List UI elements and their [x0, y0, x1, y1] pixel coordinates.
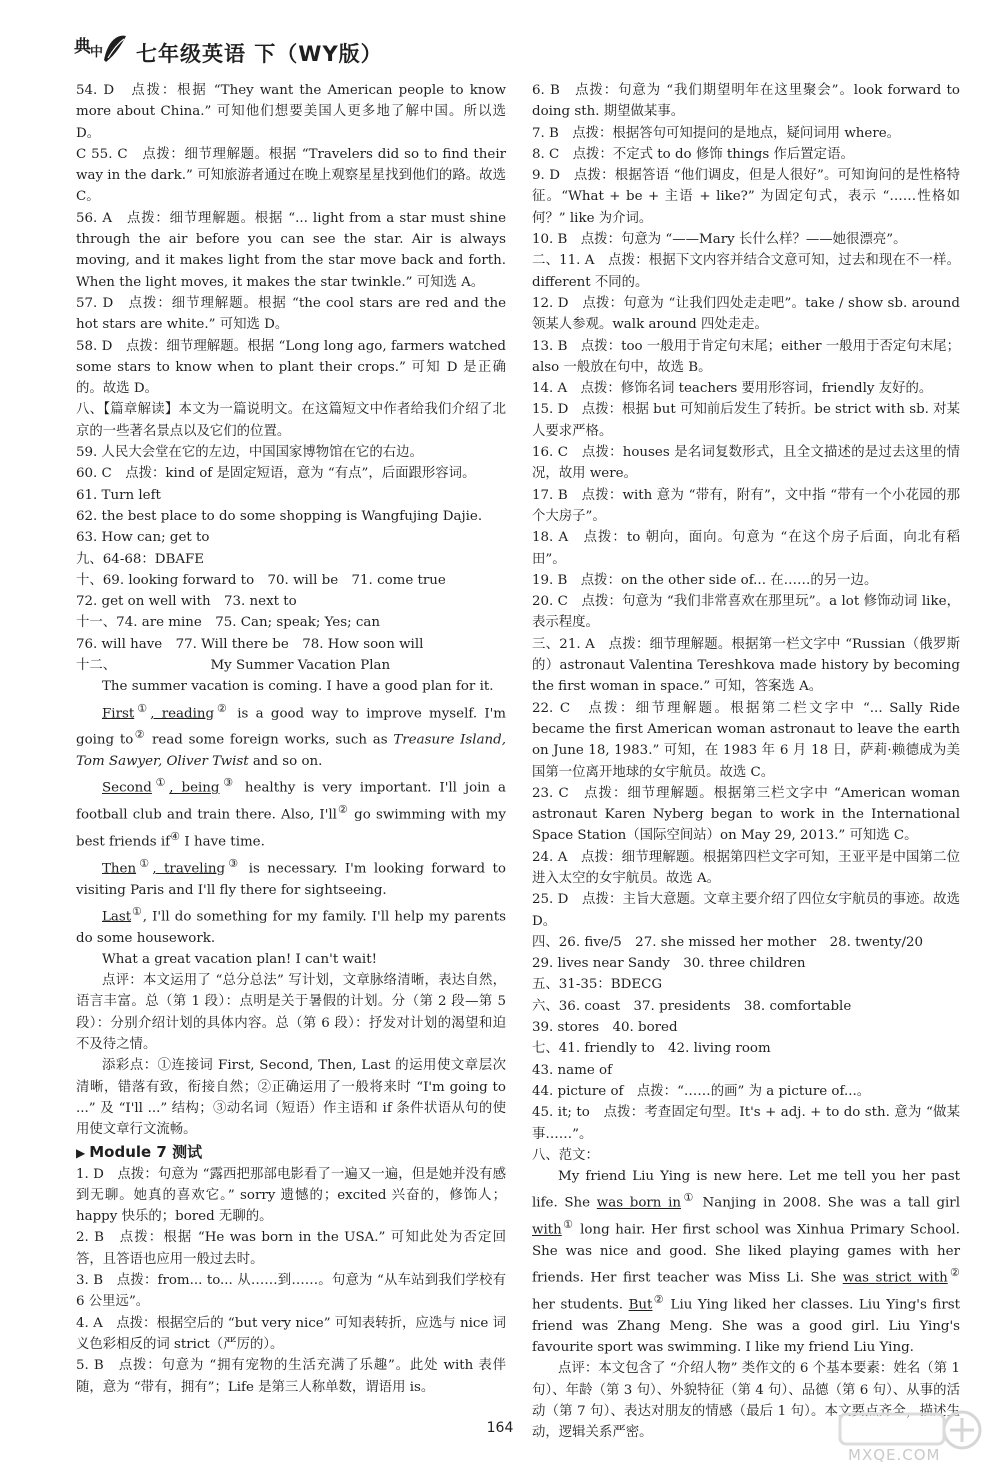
- answer-m7-7: 7. B 点拨：根据答句可知提问的是地点，疑问词用 where。: [532, 125, 901, 141]
- module-7-title: Module 7 测试: [89, 1142, 203, 1161]
- model-essay-label: 八、范文：: [532, 1147, 599, 1163]
- answer-m7-24: 24. A 点拨：细节理解题。根据第四栏文字可知，王亚平是中国第二位进入太空的女宇航员。故选 A。: [532, 849, 960, 886]
- essay-comment: 点评：本文运用了 “总分总法” 写计划，文章脉络清晰，表达自然，语言丰富。总（第 1 段）：点明是关于暑假的计划。分（第 2 段—第 5 段）：分别介绍计划的具体内容。总（第 6 段）：抒发对计划的渴望和迫不及待之情。: [76, 973, 506, 1053]
- answer-m7-20: 20. C 点拨：句意为 “我们非常喜欢在那里玩”。a lot 修饰动词 like，表示程度。: [532, 594, 960, 631]
- essay-p2-text-b: read some foreign works, such as: [146, 732, 394, 748]
- answer-m7-18: 18. A 点拨：to 朝向，面向。句意为 “在这个房子后面，向北有稻田”。: [532, 530, 960, 567]
- phrase-was-born-in: was born in: [596, 1195, 682, 1211]
- triangle-icon: ▶: [76, 1145, 86, 1160]
- watermark-text: MXQE.COM: [848, 1446, 941, 1464]
- marker-1: ①: [561, 1218, 575, 1232]
- marker-1: ①: [681, 1191, 696, 1205]
- answer-m7-3: 3. B 点拨：from... to... 从……到……。句意为 “从车站到我们学校有 6 公里远”。: [76, 1273, 506, 1310]
- answer-59: 59. 人民大会堂在它的左边，中国国家博物馆在它的右边。: [76, 445, 423, 461]
- phrase-reading: , reading: [150, 706, 215, 722]
- phrase-first: First: [102, 706, 135, 722]
- answer-m7-15: 15. D 点拨：根据 but 可知前后发生了转折。be strict with sb. 对某人要求严格。: [532, 402, 960, 439]
- model-essay-text-c: long hair. Her first school was Xinhua Primary School. She was nice and good. She liked playing games with her friends. Her first teacher was Miss Li. She: [532, 1222, 960, 1286]
- answer-54: 54. D 点拨：根据 “They want the American people to know more about China.” 可知他们想要美国人更多地了解中国。所以选 D。: [76, 83, 506, 141]
- answer-m7-41-42: 七、41. friendly to 42. living room: [532, 1041, 771, 1057]
- section-12-label: 十二、: [76, 658, 117, 674]
- answer-m7-12: 12. D 点拨：句意为 “让我们四处走走吧”。take / show sb. around 领某人参观。walk around 四处走走。: [532, 295, 960, 333]
- left-column: [76, 80, 506, 1398]
- answer-m7-44: 44. picture of 点拨：“……的画” 为 a picture of...。: [532, 1083, 871, 1099]
- model-essay-text-b: Nanjing in 2008. She was a tall girl: [695, 1195, 960, 1211]
- answer-76-78: 76. will have 77. Will there be 78. How soon will: [76, 636, 424, 652]
- essay-title: My Summer Vacation Plan: [210, 658, 391, 674]
- essay-paragraph-4: [76, 853, 506, 901]
- phrase-but: But: [628, 1297, 653, 1313]
- answer-m7-36-38: 六、36. coast 37. presidents 38. comfortable: [532, 998, 852, 1014]
- section-12-heading: [76, 655, 506, 676]
- marker-4: ④: [170, 829, 181, 843]
- answer-m7-4: 4. A 点拨：根据空后的 “but very nice” 可知表转折，应选与 nice 词义色彩相反的词 strict（严厉的）。: [76, 1315, 506, 1352]
- answer-m7-8: 8. C 点拨：不定式 to do 修饰 things 作后置定语。: [532, 146, 854, 162]
- answer-63: 63. How can; get to: [76, 530, 210, 546]
- answer-m7-2: 2. B 点拨：根据 “He was born in the USA.” 可知此处为否定回答，且答语也应用一般过去时。: [76, 1230, 506, 1267]
- answer-64-68: 九、64-68：DBAFE: [76, 551, 205, 567]
- phrase-traveling: , traveling: [152, 861, 226, 877]
- essay-p2-end: and so on.: [248, 754, 323, 770]
- answer-m7-26-28: 四、26. five/5 27. she missed her mother 28. twenty/20: [532, 934, 924, 950]
- marker-2: ②: [336, 803, 349, 817]
- module-7-heading: [76, 1141, 506, 1164]
- answer-m7-13: 13. B 点拨：too 一般用于肯定句末尾；either 一般用于否定句末尾；also 一般放在句中，故选 B。: [532, 338, 960, 375]
- book-logo-icon: [74, 32, 132, 64]
- answer-60: 60. C 点拨：kind of 是固定短语，意为 “有点”，后面跟形容词。: [76, 466, 476, 482]
- essay-p2-text: is a good way to improve myself. I'm going to: [76, 706, 506, 748]
- answer-56: 56. A 点拨：细节理解题。根据 “... light from a star must shine through the air before you can see the star. Air is always moving, and it makes light from the star move back and forth. When the light moves, it makes the star twinkle.” 可知选 A。: [76, 210, 506, 290]
- phrase-last: Last: [102, 909, 132, 925]
- answer-m7-16: 16. C 点拨：houses 是名词复数形式，且全文描述的是过去这里的情况，故用 were。: [532, 445, 960, 482]
- phrase-being: , being: [169, 780, 220, 796]
- marker-1: ①: [151, 776, 170, 790]
- answer-m7-31-35: 五、31-35：BDECG: [532, 977, 663, 993]
- marker-1: ①: [131, 904, 143, 918]
- answer-m7-43: 43. name of: [532, 1062, 613, 1078]
- essay-paragraph-2: [76, 698, 506, 773]
- answer-m7-1: 1. D 点拨：句意为 “露西把那部电影看了一遍又一遍，但是她并没有感到无聊。她真的喜欢它。” sorry 遗憾的；excited 兴奋的，修饰人；happy 快乐的；bored 无聊的。: [76, 1166, 506, 1225]
- answer-m7-11: 二、11. A 点拨：根据下文内容并结合文意可知，过去和现在不一样。different 不同的。: [532, 253, 960, 290]
- answer-m7-25: 25. D 点拨：主旨大意题。文章主要介绍了四位女宇航员的事迹。故选 D。: [532, 892, 960, 929]
- answer-m7-10: 10. B 点拨：句意为 “——Mary 长什么样？——她很漂亮”。: [532, 232, 907, 248]
- section-8-intro: 八、【篇章解读】本文为一篇说明文。在这篇短文中作者给我们介绍了北京的一些著名景点以及它们的位置。: [76, 402, 506, 439]
- essay-p3-text: healthy is very important. I'll join a football club and train there. Also, I'll: [76, 780, 506, 823]
- page-header: [74, 30, 934, 70]
- phrase-then: Then: [102, 861, 137, 877]
- answer-m7-22: 22. C 点拨：细节理解题。根据第二栏文字中 “... Sally Ride became the first American woman astronaut to leave the earth on June 18, 1983.” 可知，在 1983 年 6 月 18 日，萨莉·赖德成为美国第一位离开地球的女宇航员。故选 C。: [532, 700, 960, 780]
- answer-69-71: 十、69. looking forward to 70. will be 71. come true: [76, 572, 446, 588]
- model-essay-text-d: her students.: [532, 1297, 629, 1313]
- model-essay-text-e: Liu Ying liked her classes. Liu Ying's first friend was Zhang Meng. She was a good girl. Liu Ying's favourite sport was swimming. I like my friend Liu Ying.: [532, 1297, 960, 1356]
- svg-text:典: 典: [74, 37, 91, 57]
- essay-p3-end: I have time.: [180, 834, 265, 850]
- model-essay-comment: 点评：本文包含了 “介绍人物” 类作文的 6 个基本要素：姓名（第 1 句）、年龄（第 3 句）、外貌特征（第 4 句）、品德（第 6 句）、从事的活动（第 7 句）、表达对朋友的情感（最后 1 句）。本文要点齐全，描述生动，逻辑关系严密。: [532, 1361, 960, 1441]
- answer-74-75: 十一、74. are mine 75. Can; speak; Yes; can: [76, 615, 380, 631]
- essay-paragraph-1: The summer vacation is coming. I have a good plan for it.: [102, 679, 494, 695]
- model-essay: [532, 1166, 960, 1358]
- marker-2: ②: [652, 1293, 666, 1307]
- answer-62: 62. the best place to do some shopping is Wangfujing Dajie.: [76, 508, 483, 524]
- answer-m7-6: 6. B 点拨：句意为 “我们期望明年在这里聚会”。look forward to doing sth. 期望做某事。: [532, 83, 960, 120]
- answer-61: 61. Turn left: [76, 487, 161, 503]
- answer-57: 57. D 点拨：细节理解题。根据 “the cool stars are red and the hot stars are white.” 可知选 D。: [76, 295, 506, 333]
- essay-p3-text-b: go swimming with my best friends if: [76, 807, 506, 850]
- essay-paragraph-3: [76, 772, 506, 852]
- marker-2b: ②: [133, 728, 147, 742]
- marker-1: ①: [134, 701, 151, 715]
- essay-p5-text: , I'll do something for my family. I'll help my parents do some housework.: [76, 909, 506, 946]
- answer-m7-19: 19. B 点拨：on the other side of... 在……的另一边。: [532, 572, 878, 588]
- marker-1: ①: [136, 856, 153, 870]
- marker-3: ③: [219, 776, 237, 790]
- page-header-title: 七年级英语 下（WY版）: [136, 42, 383, 66]
- answer-55: C 55. C 点拨：细节理解题。根据 “Travelers did so to find their way in the dark.” 可知旅游者通过在晚上观察星星找到他们的路。故选 C。: [76, 146, 506, 205]
- phrase-was-strict-with: was strict with: [842, 1270, 948, 1286]
- answer-m7-21: 三、21. A 点拨：细节理解题。根据第一栏文字中 “Russian（俄罗斯的）astronaut Valentina Tereshkova made history by becoming the first woman in space.” 可知，答案选 A。: [532, 636, 960, 695]
- phrase-second: Second: [102, 780, 152, 796]
- answer-m7-14: 14. A 点拨：修饰名词 teachers 要用形容词，friendly 友好的。: [532, 381, 933, 397]
- answer-m7-9: 9. D 点拨：根据答语 “他们调皮，但是人很好”。可知询问的是性格特征。“What + be + 主语 + like?” 为固定句式，表示 “……性格如何？” like 为介词。: [532, 168, 960, 226]
- answer-m7-29-30: 29. lives near Sandy 30. three children: [532, 956, 806, 972]
- answer-m7-45: 45. it; to 点拨：考查固定句型。It's + adj. + to do sth. 意为 “做某事……”。: [532, 1105, 960, 1142]
- right-column: [532, 80, 960, 1444]
- answer-m7-23: 23. C 点拨：细节理解题。根据第三栏文字中 “American woman astronaut Karen Nyberg began to work in the International Space Station（国际空间站）on May 29, 2013.” 可知选 C。: [532, 785, 960, 844]
- marker-2: ②: [214, 701, 231, 715]
- svg-text:中: 中: [90, 45, 104, 60]
- answer-72-73: 72. get on well with 73. next to: [76, 594, 297, 610]
- phrase-with: with: [532, 1222, 562, 1238]
- answer-m7-39-40: 39. stores 40. bored: [532, 1020, 678, 1036]
- model-essay-text-a: My friend Liu Ying is new here. Let me tell you her past life. She: [532, 1169, 960, 1211]
- marker-2: ②: [947, 1266, 960, 1280]
- essay-highlights: 添彩点：①连接词 First, Second, Then, Last 的运用使文章层次清晰，错落有致，衔接自然；②正确运用了一般将来时 “I'm going to ...” 及 “I'll ...” 结构；③动名词（短语）作主语和 if 条件状语从句的使用使文章行文流畅。: [76, 1058, 506, 1138]
- answer-m7-17: 17. B 点拨：with 意为 “带有，附有”，文中指 “带有一个小花园的那个大房子”。: [532, 487, 960, 524]
- essay-p4-text: is necessary. I'm looking forward to visiting Paris and I'll fly there for sightseeing.: [76, 861, 506, 898]
- essay-paragraph-6: What a great vacation plan! I can't wait!: [102, 951, 377, 967]
- answer-58: 58. D 点拨：细节理解题。根据 “Long long ago, farmers watched some stars to know when to plant their crops.” 可知 D 是正确的。故选 D。: [76, 338, 506, 397]
- essay-paragraph-5: [76, 901, 506, 949]
- page-number: 164: [486, 1420, 514, 1436]
- marker-3: ③: [225, 856, 242, 870]
- answer-m7-5: 5. B 点拨：句意为 “拥有宠物的生活充满了乐趣”。此处 with 表伴随，意为 “带有，拥有”；Life 是第三人称单数，谓语用 is。: [76, 1358, 506, 1395]
- book-titles: Treasure Island, Tom Sawyer, Oliver Twist: [76, 732, 507, 770]
